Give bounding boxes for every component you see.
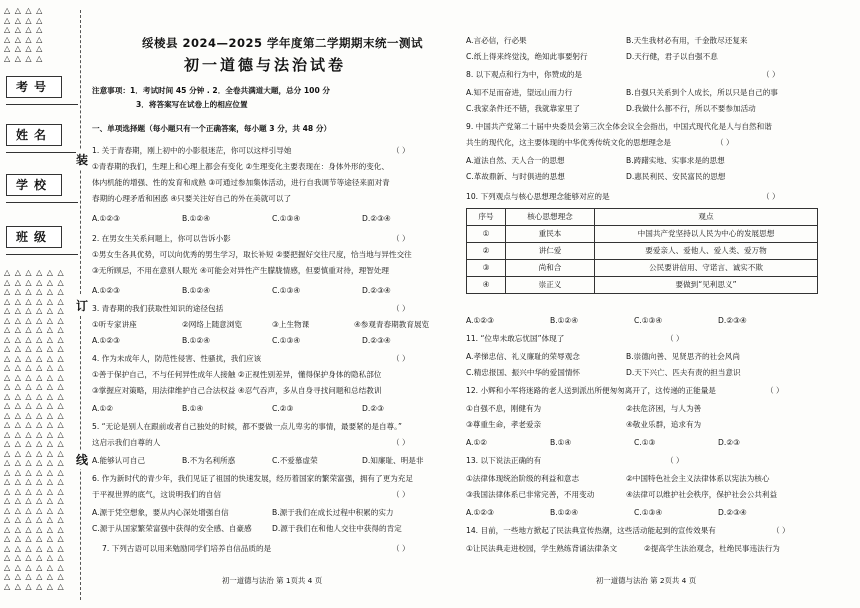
name-label: 姓名 (6, 124, 62, 146)
question-9-stem: 9. 中国共产党第二十届中央委员会第三次全体会议全会指出，中国式现代化是人与自然和谐 (466, 122, 772, 131)
table-cell: 要做到“见利思义” (595, 277, 818, 294)
answer-blank[interactable]: （ ） (666, 456, 684, 465)
q12-statement: ①自强不息，刚健有为 (466, 404, 542, 413)
q5-option-d[interactable]: D.知廉耻、明是非 (362, 456, 424, 465)
answer-blank[interactable]: （ ） (762, 192, 780, 201)
table-cell: 崇正义 (506, 277, 595, 294)
triangle-pattern-top: △ △ △ △ △ △ △ △ △ △ △ △ △ △ △ △ △ △ △ △ △ △ △ △ (4, 6, 44, 63)
bind-char-xian: 线 (76, 450, 88, 469)
school-label: 学校 (6, 174, 62, 196)
q6-option-b[interactable]: B.源于我们在成长过程中积累的实力 (272, 508, 394, 517)
q4-statement: ①善于保护自己，不与任何异性成年人接触 ②正视性别差异，懂得保护身体的隐私部位 (92, 370, 382, 379)
q5-option-a[interactable]: A.能够认可自己 (92, 456, 146, 465)
q11-option-a[interactable]: A.孝悌忠信、礼义廉耻的荣辱观念 (466, 352, 580, 361)
triangle-pattern-bottom: △ △ △ △ △ △ △ △ △ △ △ △ △ △ △ △ △ △ △ △ △ △ △ △ △ △ △ △ △ △ △ △ △ △ △ △ △ △ △ △ △ △ △ △ △ △ △ △ △ △ △ △ △ △ △ △ △ △ △ △ △ △ △ △ △ △ △ △ △ △ △ △ △ △ △ △ △ △ △ △ △ △ △ △ △ △ △ △ △ △ △ △ △ △ △ △ △ △ △ △ △ △ △ △ △ △ △ △ △ △ △ △ △ △ △ △ △ △ △ △ △ △ △ △ △ △ △ △ △ △ △ △ △ △ △ △ △ △ △ △ △ △ △ △ △ △ △ △ △ △ △ △ △ △ △ △ △ △ △ △ △ △ △ △ △ △ △ △ △ △ △ △ △ △ △ △ △ △ △ △ △ △ △ △ △ △ △ △ △ △ △ △ △ △ △ △ △ △ △ △ △ △ △ △ (4, 268, 65, 591)
table-cell: 尚和合 (506, 260, 595, 277)
answer-blank[interactable]: （ ） (772, 526, 790, 535)
q9-option-c[interactable]: C.革故鼎新、与时俱进的思想 (466, 172, 565, 181)
table-cell: ② (467, 243, 506, 260)
exam-number-label: 考号 (6, 76, 62, 98)
answer-blank[interactable]: （ ） (392, 304, 410, 313)
exam-notes-1: 注意事项：1．考试时间 45 分钟 . 2．全卷共满道大题，总分 100 分 (92, 86, 330, 95)
q3-statement: ③上生物课 (272, 320, 310, 329)
q12-option-d[interactable]: D.②③ (718, 438, 740, 447)
q14-statement: ②提高学生法治观念，杜绝民事违法行为 (644, 544, 780, 553)
answer-blank[interactable]: （ ） (666, 334, 684, 343)
table-row (467, 226, 818, 243)
q12-option-c[interactable]: C.①③ (634, 438, 656, 447)
q1-option-a[interactable]: A.①②③ (92, 214, 120, 223)
q13-option-b[interactable]: B.①②④ (550, 508, 579, 517)
question-2-stem: 2. 在男女生关系问题上，你可以告诉小影 (92, 234, 231, 243)
q1-option-c[interactable]: C.①③④ (272, 214, 301, 223)
q10-option-b[interactable]: B.①②④ (550, 316, 579, 325)
q13-option-a[interactable]: A.①②③ (466, 508, 494, 517)
q3-statement: ①听专家讲座 (92, 320, 137, 329)
q11-option-d[interactable]: D.天下兴亡、匹夫有责的担当意识 (626, 368, 741, 377)
q3-option-b[interactable]: B.①②④ (182, 336, 211, 345)
answer-blank[interactable]: （ ） (392, 490, 410, 499)
table-cell: 要爱亲人、爱他人、爱人类、爱万物 (595, 243, 818, 260)
q14-statement: ①让民法典走进校园，学生熟练背诵法律条文 (466, 544, 618, 553)
q10-option-c[interactable]: C.①③④ (634, 316, 663, 325)
table-cell: ① (467, 226, 506, 243)
table-cell: 重民本 (506, 226, 595, 243)
question-13-stem: 13. 以下说法正确的有 (466, 456, 542, 465)
q1-statement: 体内机能的增强、性的发育和成熟 ③可通过参加集体活动，进行自我调节等途径来面对青 (92, 178, 390, 187)
q2-statement: ③无所顾忌，不用在意别人眼光 ④可能会对异性产生朦胧情感，但要慎重对待，理智处理 (92, 266, 389, 275)
question-8-stem: 8. 以下观点和行为中，你赞成的是 (466, 70, 582, 79)
q7-option-a[interactable]: A.言必信，行必果 (466, 36, 527, 45)
table-cell: ③ (467, 260, 506, 277)
q1-statement: ①青春期的我们，生理上和心理上都会有变化 ②生理变化主要表现在：身体外形的变化、 (92, 162, 389, 171)
q8-option-d[interactable]: D.我做什么都不行，所以不要参加活动 (626, 104, 756, 113)
table-cell: 公民要讲信用、守诺言、诚实不欺 (595, 260, 818, 277)
q13-option-c[interactable]: C.①③④ (634, 508, 663, 517)
q3-option-a[interactable]: A.①②③ (92, 336, 120, 345)
q2-option-b[interactable]: B.①②④ (182, 286, 211, 295)
question-7-stem: 7. 下列古语可以用来勉励同学们培养自信品质的是 (102, 544, 272, 553)
class-label: 班级 (6, 226, 62, 248)
q4-option-a[interactable]: A.①② (92, 404, 114, 413)
school-field[interactable] (6, 202, 78, 203)
q2-option-c[interactable]: C.①③④ (272, 286, 301, 295)
question-14-stem: 14. 目前，一些地方掀起了民法典宣传热潮，这些活动能起到的宣传效果有 (466, 526, 716, 535)
answer-blank[interactable]: （ ） (392, 146, 410, 155)
q10-option-a[interactable]: A.①②③ (466, 316, 494, 325)
q6-option-a[interactable]: A.源于凭空想象，要从内心深处增强自信 (92, 508, 229, 517)
q8-option-b[interactable]: B.自强只关系到个人成长，所以只是自己的事 (626, 88, 778, 97)
question-12-stem: 12. 小辉和小军将迷路的老人送到派出所便匆匆离开了，这传递的正能量是 (466, 386, 716, 395)
q7-option-c[interactable]: C.纸上得来终觉浅，绝知此事要躬行 (466, 52, 588, 61)
q12-statement: ③尊重生命，孝老爱亲 (466, 420, 542, 429)
question-4-stem: 4. 作为未成年人，防范性侵害、性骚扰，我们应该 (92, 354, 262, 363)
table-row (467, 260, 818, 277)
question-1-stem: 1. 关于青春期，刚上初中的小影很迷茫，你可以这样引导她 (92, 146, 292, 155)
page-2-footer: 初一道德与法治 第 2页共 4 页 (596, 576, 697, 585)
table-header: 序号 (467, 209, 506, 226)
answer-blank[interactable]: （ ） (392, 354, 410, 363)
q3-statement: ④参观青春期教育展览 (354, 320, 430, 329)
q13-statement: ②中国特色社会主义法律体系以宪法为核心 (626, 474, 770, 483)
q5-option-c[interactable]: C.不爱慕虚荣 (272, 456, 318, 465)
question-3-stem: 3. 青春期的我们获取性知识的途径包括 (92, 304, 224, 313)
q2-statement: ①男女生各具优势，可以向优秀的男生学习，取长补短 ②要把握好交往尺度，恰当地与异性交往 (92, 250, 412, 259)
question-9-stem-cont: 共生的现代化，这主要体现的中华优秀传统文化的思想理念是 (466, 138, 672, 147)
q6-option-c[interactable]: C.源于从国家繁荣富强中获得的安全感、自豪感 (92, 524, 252, 533)
q5-option-b[interactable]: B.不为名利所惑 (182, 456, 236, 465)
bind-char-zhuang: 装 (76, 150, 88, 169)
binding-strip (0, 0, 90, 608)
q4-statement: ③掌握应对策略，用法律维护自己合法权益 ④忍气吞声，多从自身寻找问题和总结教训 (92, 386, 382, 395)
q12-option-b[interactable]: B.①④ (550, 438, 572, 447)
q13-option-d[interactable]: D.②③④ (718, 508, 747, 517)
q1-statement: 春期的心理矛盾和困惑 ④只要关注好自己的外在美就可以了 (92, 194, 292, 203)
q9-option-a[interactable]: A.道法自然、天人合一的思想 (466, 156, 565, 165)
exam-subject-title: 初一道德与法治试卷 (184, 56, 347, 74)
table-cell: ④ (467, 277, 506, 294)
q1-option-b[interactable]: B.①②④ (182, 214, 211, 223)
table-header-row (467, 209, 818, 226)
q3-option-d[interactable]: D.②③④ (362, 336, 391, 345)
q9-option-b[interactable]: B.踌躇实地、实事求是的思想 (626, 156, 725, 165)
q7-option-b[interactable]: B.天生我材必有用，千金散尽还复来 (626, 36, 748, 45)
question-5-stem-cont: 这启示我们自尊的人 (92, 438, 161, 447)
q4-option-c[interactable]: C.②③ (272, 404, 294, 413)
q13-statement: ①法律体现统治阶级的利益和意志 (466, 474, 580, 483)
q2-option-d[interactable]: D.②③④ (362, 286, 391, 295)
q12-option-a[interactable]: A.①② (466, 438, 488, 447)
table-row (467, 243, 818, 260)
question-6-stem-cont: 于平视世界的底气，这说明我们的自信 (92, 490, 222, 499)
q3-option-c[interactable]: C.①③④ (272, 336, 301, 345)
class-field[interactable] (6, 254, 78, 255)
answer-blank[interactable]: （ ） (392, 544, 410, 553)
q11-option-c[interactable]: C.精忠报国、振兴中华的爱国情怀 (466, 368, 581, 377)
concept-table (466, 208, 818, 294)
exam-number-field[interactable] (6, 104, 78, 105)
table-row (467, 277, 818, 294)
question-10-stem: 10. 下列观点与核心思想理念能够对应的是 (466, 192, 610, 201)
page-1-footer: 初一道德与法治 第 1页共 4 页 (222, 576, 323, 585)
q6-option-d[interactable]: D.源于我们在和他人交往中获得的肯定 (272, 524, 402, 533)
q12-statement: ②扶危济困，与人为善 (626, 404, 702, 413)
question-11-stem: 11. “位卑未敢忘忧国”体现了 (466, 334, 565, 343)
q11-option-b[interactable]: B.崇德向善、见贤思齐的社会风尚 (626, 352, 740, 361)
q13-statement: ④法律可以维护社会秩序，保护社会公共利益 (626, 490, 778, 499)
question-6-stem: 6. 作为新时代的青少年，我们见证了祖国的快速发展，经历着国家的繁荣富强，拥有了更为充足 (92, 474, 413, 483)
table-header: 观点 (595, 209, 818, 226)
q8-option-a[interactable]: A.知不足而奋进，望远山而力行 (466, 88, 573, 97)
q4-option-d[interactable]: D.②③ (362, 404, 384, 413)
bind-char-ding: 订 (76, 296, 88, 315)
q13-statement: ③我国法律体系已非常完善，不用变动 (466, 490, 595, 499)
q9-option-d[interactable]: D.惠民利民、安民富民的思想 (626, 172, 726, 181)
q4-option-b[interactable]: B.①④ (182, 404, 204, 413)
exam-notes-2: 3．将答案写在试卷上的相应位置 (136, 100, 248, 109)
question-5-stem: 5. “无论是别人在跟前或者自己独处的时候，都不要做一点儿卑劣的事情，最要紧的是自尊。” (92, 422, 402, 431)
q3-statement: ②网络上随意浏览 (182, 320, 242, 329)
q2-option-a[interactable]: A.①②③ (92, 286, 120, 295)
section-title: 一、单项选择题（每小题只有一个正确答案，每小题 3 分，共 48 分） (92, 124, 332, 133)
table-cell: 中国共产党坚持以人民为中心的发展思想 (595, 226, 818, 243)
q8-option-c[interactable]: C.我家条件还不错，我就靠家里了 (466, 104, 581, 113)
q1-option-d[interactable]: D.②③④ (362, 214, 391, 223)
answer-blank[interactable]: （ ） (392, 438, 410, 447)
answer-blank[interactable]: （ ） (762, 70, 780, 79)
answer-blank[interactable]: （ ） (766, 386, 784, 395)
answer-blank[interactable]: （ ） (392, 234, 410, 243)
answer-blank[interactable]: （ ） (716, 138, 734, 147)
table-cell: 讲仁爱 (506, 243, 595, 260)
name-field[interactable] (6, 152, 78, 153)
q12-statement: ④敬业乐群，追求有为 (626, 420, 702, 429)
table-header: 核心思想理念 (506, 209, 595, 226)
exam-header-title: 绥棱县 2024—2025 学年度第二学期期末统一测试 (142, 36, 424, 50)
q7-option-d[interactable]: D.天行健，君子以自强不息 (626, 52, 718, 61)
q10-option-d[interactable]: D.②③④ (718, 316, 747, 325)
